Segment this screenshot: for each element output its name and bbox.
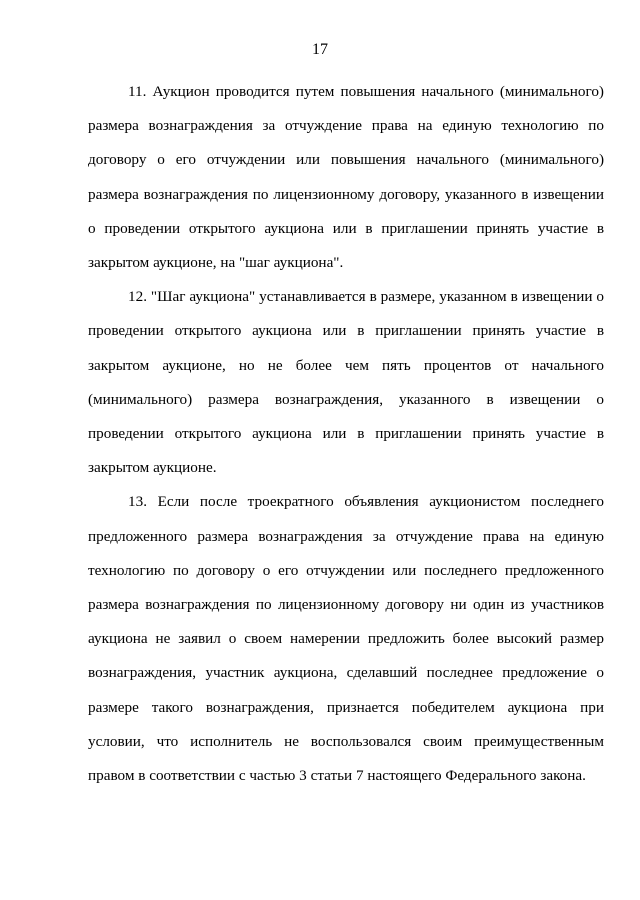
page-number: 17 xyxy=(312,41,328,58)
paragraph-13: 13. Если после троекратного объявления аукционистом последнего предложенного размера вознаграждения за отчуждение права на единую технологию по договору о его отчуждении или последнего предложенного размера вознаграждения по лицензионному договору ни один из участников аукциона не заявил о своем намерении предложить более высокий размер вознаграждения, участник аукциона, сделавший последнее предложение о размере такого вознаграждения, признается победителем аукциона при условии, что исполнитель не воспользовался своим преимущественным правом в соответствии с частью 3 статьи 7 настоящего Федерального закона. xyxy=(88,493,604,785)
document-body xyxy=(88,75,604,793)
paragraph-11: 11. Аукцион проводится путем повышения начального (минимального) размера вознаграждения за отчуждение права на единую технологию по договору о его отчуждении или повышения начального (минимального) размера вознаграждения по лицензионному договору, указанного в извещении о проведении открытого аукциона или в приглашении принять участие в закрытом аукционе, на "шаг аукциона". xyxy=(88,83,604,272)
paragraph-12: 12. "Шаг аукциона" устанавливается в размере, указанном в извещении о проведении открытого аукциона или в приглашении принять участие в закрытом аукционе, но не более чем пять процентов от начального (минимального) размера вознаграждения, указанного в извещении о проведении открытого аукциона или в приглашении принять участие в закрытом аукционе. xyxy=(88,288,604,477)
